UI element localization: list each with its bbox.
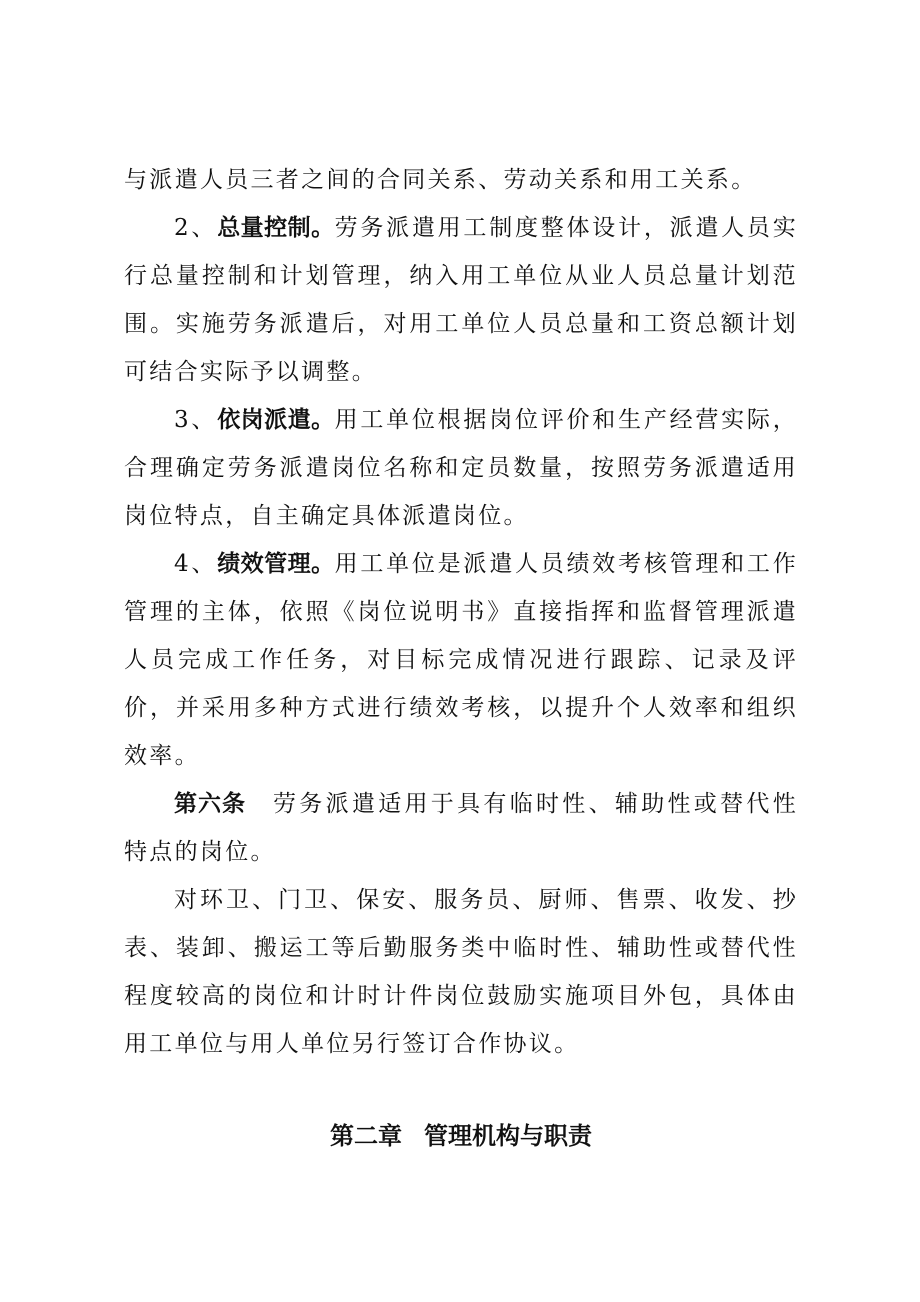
paragraph-text: 与派遣人员三者之间的合同关系、劳动关系和用工关系。: [124, 167, 757, 193]
paragraph-text: 用工单位是派遣人员绩效考核管理和工作管理的主体，依照《岗位说明书》直接指挥和监督管理派遣人员完成工作任务，对目标完成情况进行跟踪、记录及评价，并采用多种方式进行绩效考核，以提升个人效率和组织效率。: [124, 551, 799, 769]
item-heading: 绩效管理。: [217, 551, 335, 577]
chapter-heading: [124, 1112, 798, 1160]
paragraph-continuation: [124, 156, 798, 204]
paragraph-total-control: [124, 204, 798, 396]
item-heading: 依岗派遣。: [217, 407, 335, 433]
chapter-number: 第二章: [330, 1122, 402, 1150]
paragraph-text: 用工单位根据岗位评价和生产经营实际，合理确定劳务派遣岗位名称和定员数量，按照劳务派遣适用岗位特点，自主确定具体派遣岗位。: [124, 407, 799, 529]
item-heading: 总量控制。: [217, 215, 335, 241]
paragraph-performance: [124, 540, 798, 780]
paragraph-text: 劳务派遣适用于具有临时性、辅助性或替代性特点的岗位。: [124, 791, 798, 865]
document-body: [124, 156, 798, 1160]
paragraph-post-dispatch: [124, 396, 798, 540]
paragraph-outsourcing: [124, 876, 798, 1068]
item-number: 4、: [174, 551, 218, 577]
paragraph-text: 劳务派遣用工制度整体设计，派遣人员实行总量控制和计划管理，纳入用工单位从业人员总量计划范围。实施劳务派遣后，对用工单位人员总量和工资总额计划可结合实际予以调整。: [124, 215, 799, 385]
item-number: 3、: [174, 407, 218, 433]
chapter-title: 管理机构与职责: [424, 1122, 592, 1150]
item-number: 2、: [174, 215, 218, 241]
article-heading: 第六条: [174, 791, 246, 817]
article-six: [124, 780, 798, 876]
paragraph-text: 对环卫、门卫、保安、服务员、厨师、售票、收发、抄表、装卸、搬运工等后勤服务类中临时性、辅助性或替代性程度较高的岗位和计时计件岗位鼓励实施项目外包，具体由用工单位与用人单位另行签订合作协议。: [124, 887, 798, 1057]
